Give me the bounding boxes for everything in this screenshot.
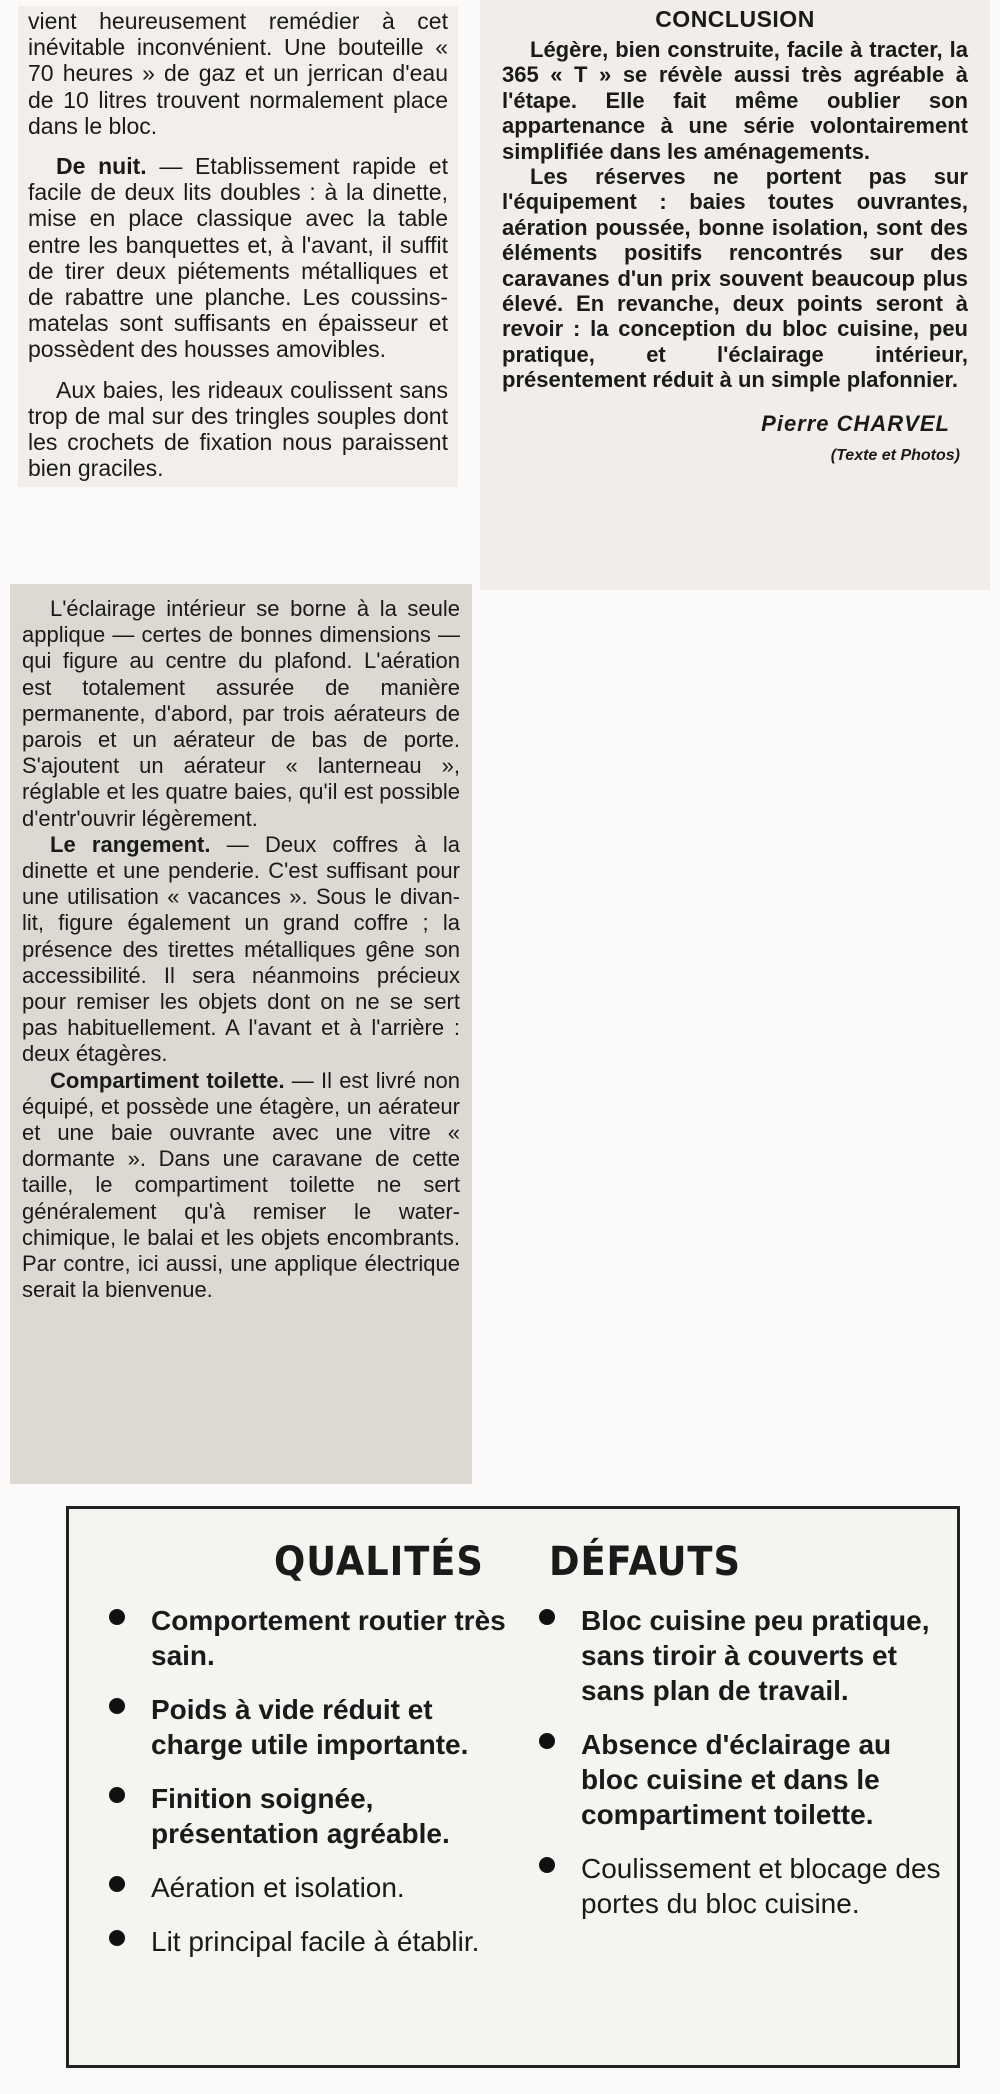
list-item-text: Poids à vide réduit et charge utile importante. bbox=[151, 1694, 469, 1760]
list-item bbox=[109, 1603, 529, 1673]
paragraph-lighting: L'éclairage intérieur se borne à la seule applique — certes de bonnes dimensions — qui figure au centre du plafond. L'aération est totalement assurée de manière permanente, d'abord, par trois aérateurs de parois et un aérateur de bas de porte. S'ajoutent un aérateur « lanterneau », réglable et les quatre baies, qu'il est possible d'entr'ouvrir légèrement. bbox=[22, 596, 460, 831]
left-column-top bbox=[18, 6, 458, 487]
heading-rangement: Le rangement. bbox=[50, 831, 211, 857]
list-item-text: Comportement routier très sain. bbox=[151, 1605, 506, 1671]
bullet-icon bbox=[109, 1787, 125, 1803]
list-item-text: Finition soignée, présentation agréable. bbox=[151, 1783, 450, 1849]
list-item bbox=[109, 1781, 529, 1851]
list-item-text: Absence d'éclairage au bloc cuisine et dans le compartiment toilette. bbox=[581, 1729, 892, 1830]
bullet-icon bbox=[109, 1876, 125, 1892]
bullet-icon bbox=[109, 1698, 125, 1714]
list-item-text: Lit principal facile à établir. bbox=[151, 1926, 480, 1957]
bullet-icon bbox=[109, 1609, 125, 1625]
heading-de-nuit: De nuit. bbox=[56, 153, 147, 180]
qualities-list bbox=[109, 1603, 529, 1959]
list-item-text: Coulissement et blocage des portes du bloc cuisine. bbox=[581, 1853, 941, 1919]
author-credit: (Texte et Photos) bbox=[830, 446, 960, 464]
list-item-text: Aération et isolation. bbox=[151, 1872, 405, 1903]
list-item bbox=[109, 1692, 529, 1762]
bullet-icon bbox=[539, 1857, 555, 1873]
qualities-defects-box bbox=[66, 1506, 960, 2068]
qualities-column bbox=[109, 1539, 529, 1978]
paragraph-toilet bbox=[22, 1068, 460, 1304]
paragraph-gas-water: vient heureusement remédier à cet inévitable inconvénient. Une bouteille « 70 heures » de gaz et un jerrican d'eau de 10 litres trouvent normalement place dans le bloc. bbox=[28, 8, 448, 139]
paragraph-night bbox=[28, 153, 448, 363]
defects-title: DÉFAUTS bbox=[549, 1539, 741, 1585]
paragraph-storage-text: — Deux coffres à la dinette et une penderie. C'est suffisant pour une utilisation « vacances ». Sous le divan-lit, figure également un grand coffre ; la présence des tirettes métalliques gêne son accessibilité. Il sera néanmoins précieux pour remiser les objets dont on ne se sert pas habituellement. A l'avant et à l'arrière : deux étagères. bbox=[22, 831, 461, 1067]
defects-list bbox=[539, 1603, 943, 1921]
list-item bbox=[539, 1851, 943, 1921]
defects-column bbox=[539, 1539, 943, 1940]
list-item bbox=[109, 1924, 529, 1959]
paragraph-curtains: Aux baies, les rideaux coulissent sans trop de mal sur des tringles souples dont les crochets de fixation nous paraissent bien graciles. bbox=[28, 376, 448, 482]
bullet-icon bbox=[539, 1609, 555, 1625]
left-column-bottom bbox=[10, 584, 472, 1484]
conclusion-paragraph-1: Légère, bien construite, facile à tracter, la 365 « T » se révèle aussi très agréable à l'étape. Elle fait même oublier son appartenance à une série volontairement simplifiée dans les aménagements. bbox=[502, 37, 968, 164]
list-item bbox=[539, 1727, 943, 1832]
list-item bbox=[109, 1870, 529, 1905]
list-item bbox=[539, 1603, 943, 1708]
conclusion-paragraph-2: Les réserves ne portent pas sur l'équipement : baies toutes ouvrantes, aération poussée, bonne isolation, sont des éléments positifs rencontrés sur des caravanes d'un prix souvent beaucoup plus élevé. En revanche, deux points seront à revoir : la conception du bloc cuisine, peu pratique, et l'éclairage intérieur, présentement réduit à un simple plafonnier. bbox=[502, 164, 968, 393]
list-item-text: Bloc cuisine peu pratique, sans tiroir à couverts et sans plan de travail. bbox=[581, 1605, 930, 1706]
conclusion-column bbox=[480, 0, 990, 590]
qualities-title: QUALITÉS bbox=[274, 1539, 484, 1585]
conclusion-heading: CONCLUSION bbox=[655, 6, 815, 32]
heading-toilette: Compartiment toilette. bbox=[50, 1067, 285, 1093]
bullet-icon bbox=[539, 1733, 555, 1749]
paragraph-storage bbox=[22, 832, 460, 1068]
author-name: Pierre CHARVEL bbox=[761, 410, 950, 436]
bullet-icon bbox=[109, 1930, 125, 1946]
paragraph-toilet-text: — Il est livré non équipé, et possède une étagère, un aérateur et une baie ouvrante avec une vitre « dormante ». Dans une caravane de cette taille, le compartiment toilette ne sert généralement qu'à remiser le water-chimique, le balai et les objets encombrants. Par contre, ici aussi, une applique électrique serait la bienvenue. bbox=[22, 1067, 460, 1303]
paragraph-night-text: — Etablissement rapide et facile de deux lits doubles : à la dinette, mise en place classique avec la table entre les banquettes et, à l'avant, il suffit de tirer deux piétements métalliques et de rabattre une planche. Les coussins-matelas sont suffisants en épaisseur et possèdent des housses amovibles. bbox=[28, 153, 448, 363]
